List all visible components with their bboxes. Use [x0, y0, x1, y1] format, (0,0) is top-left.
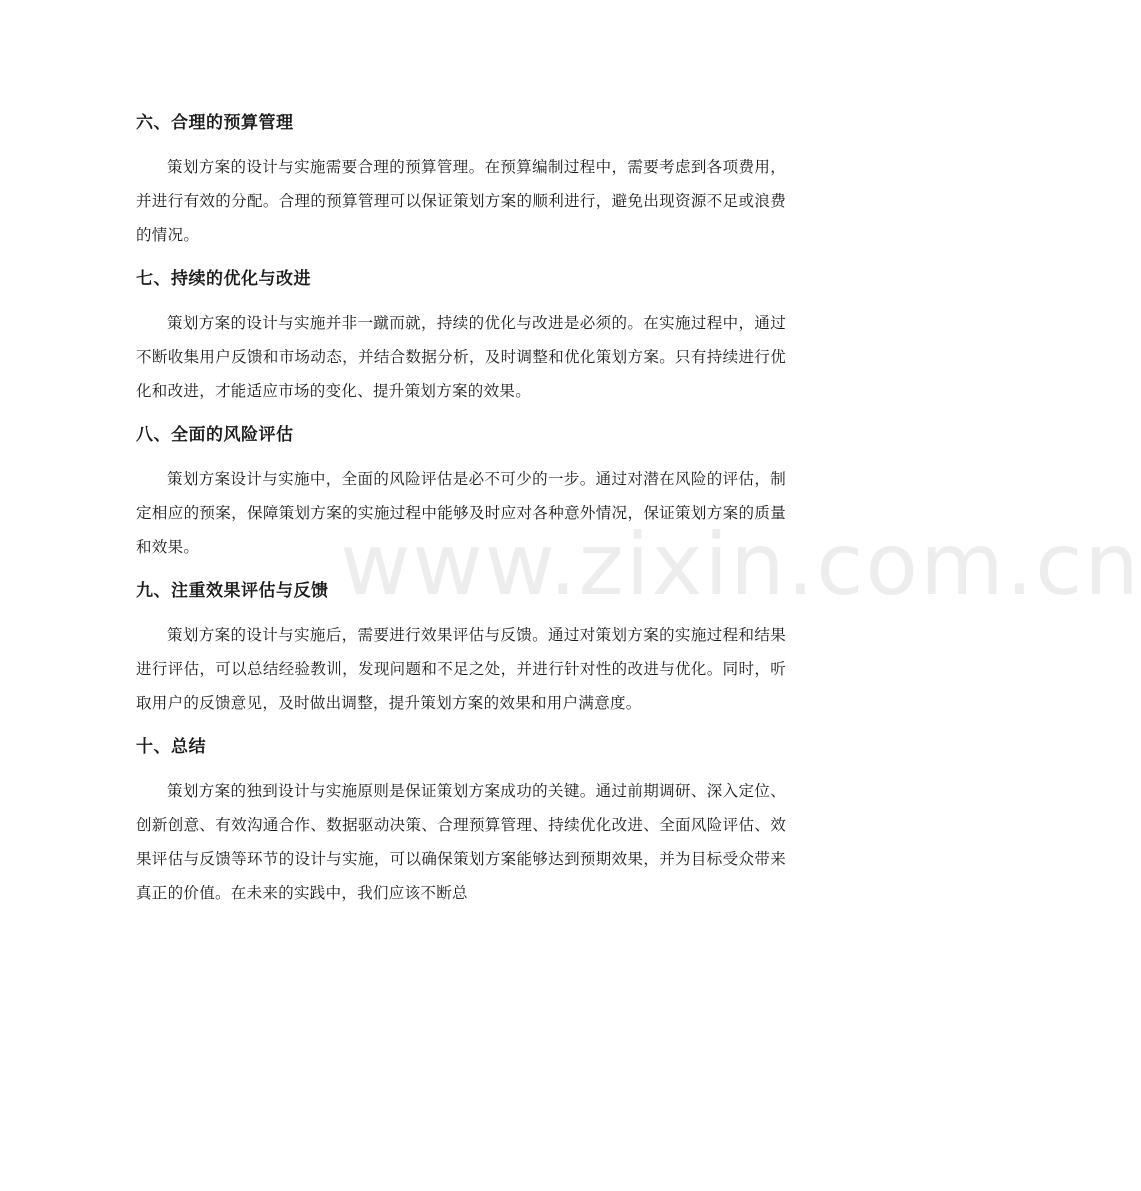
section-heading: 七、持续的优化与改进: [136, 269, 311, 289]
section-heading: 十、总结: [136, 737, 206, 757]
section-8: [136, 416, 786, 564]
section-heading: 九、注重效果评估与反馈: [136, 581, 329, 601]
section-paragraph: 策划方案设计与实施中，全面的风险评估是必不可少的一步。通过对潜在风险的评估，制定相应的预案，保障策划方案的实施过程中能够及时应对各种意外情况，保证策划方案的质量和效果。: [136, 470, 786, 556]
section-paragraph: 策划方案的独到设计与实施原则是保证策划方案成功的关键。通过前期调研、深入定位、创新创意、有效沟通合作、数据驱动决策、合理预算管理、持续优化改进、全面风险评估、效果评估与反馈等环节的设计与实施，可以确保策划方案能够达到预期效果，并为目标受众带来真正的价值。在未来的实践中，我们应该不断总: [136, 782, 786, 902]
section-heading: 六、合理的预算管理: [136, 113, 294, 133]
section-heading: 八、全面的风险评估: [136, 425, 294, 445]
section-paragraph: 策划方案的设计与实施后，需要进行效果评估与反馈。通过对策划方案的实施过程和结果进行评估，可以总结经验教训，发现问题和不足之处，并进行针对性的改进与优化。同时，听取用户的反馈意见，及时做出调整，提升策划方案的效果和用户满意度。: [136, 626, 786, 712]
section-paragraph: 策划方案的设计与实施需要合理的预算管理。在预算编制过程中，需要考虑到各项费用，并进行有效的分配。合理的预算管理可以保证策划方案的顺利进行，避免出现资源不足或浪费的情况。: [136, 158, 786, 244]
section-paragraph: 策划方案的设计与实施并非一蹴而就，持续的优化与改进是必须的。在实施过程中，通过不断收集用户反馈和市场动态，并结合数据分析，及时调整和优化策划方案。只有持续进行优化和改进，才能适应市场的变化、提升策划方案的效果。: [136, 314, 786, 400]
document-content: [136, 104, 786, 918]
section-6: [136, 104, 786, 252]
section-10: [136, 728, 786, 910]
section-7: [136, 260, 786, 408]
section-9: [136, 572, 786, 720]
watermark: www.zixin.com.cn: [340, 515, 1141, 615]
